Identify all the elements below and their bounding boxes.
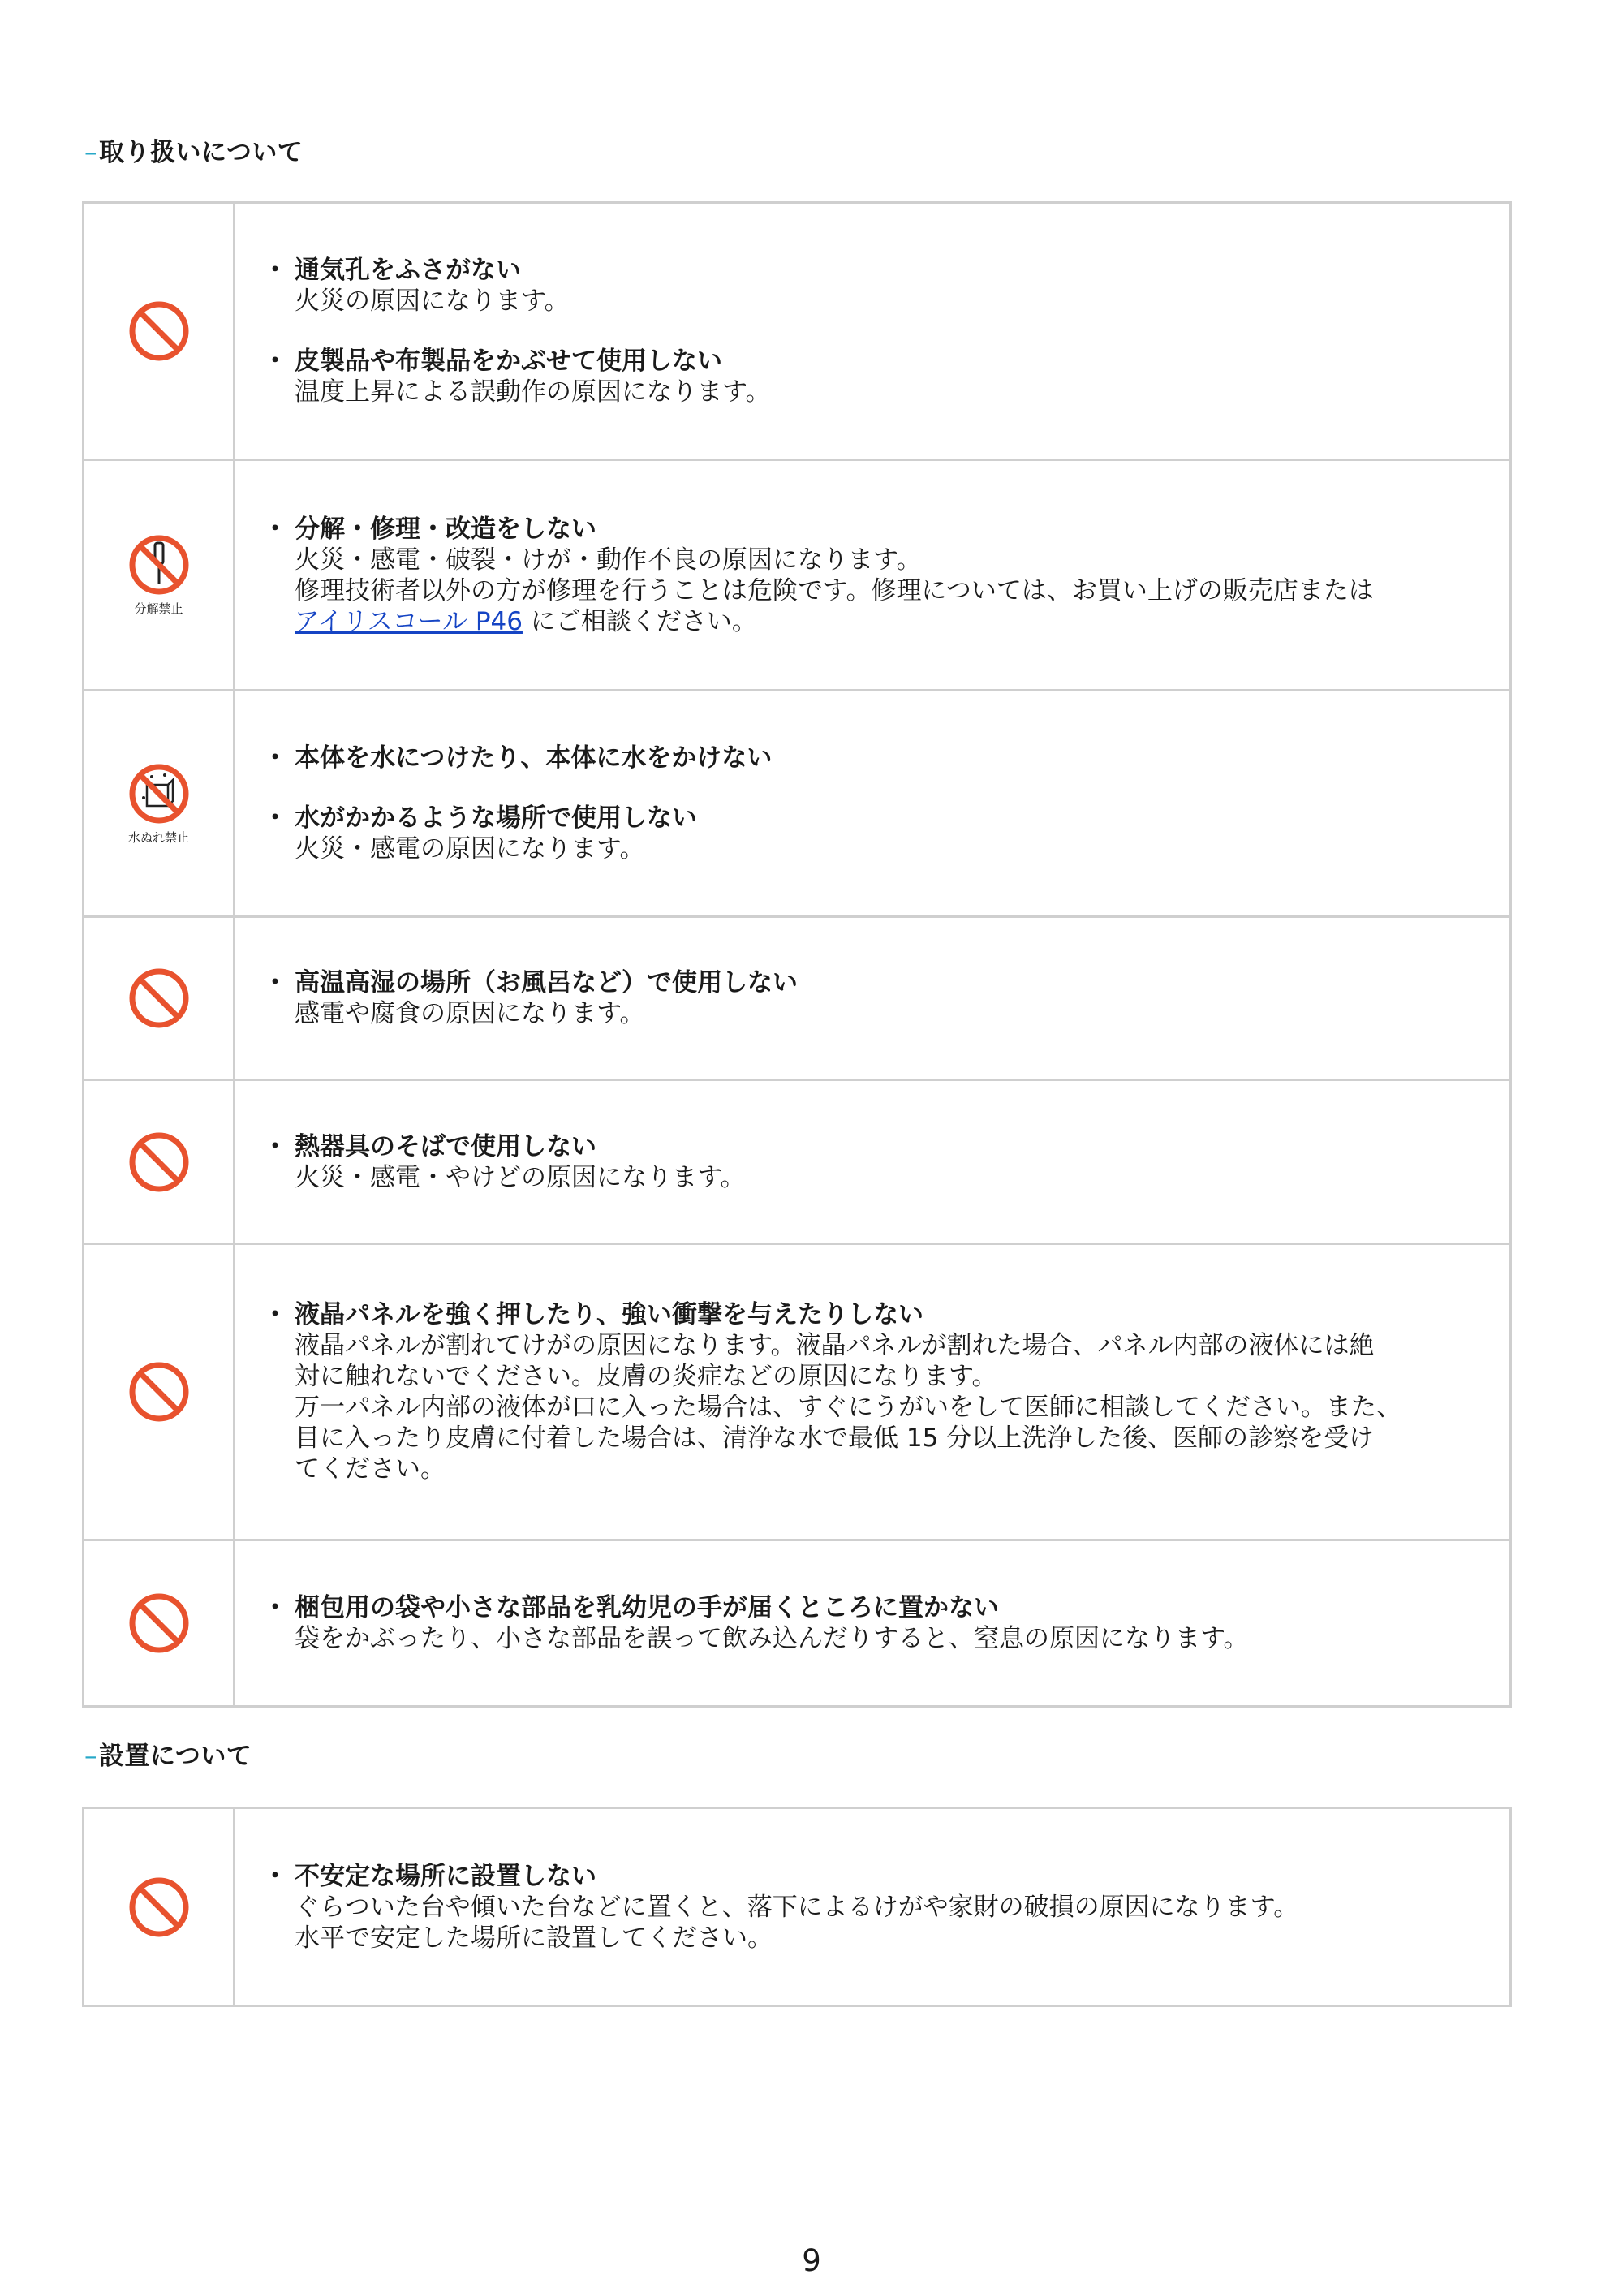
prohibition-icon <box>127 299 191 363</box>
table-row <box>84 461 1509 691</box>
section-title-handling <box>84 136 303 169</box>
bullet: ・ <box>262 1593 288 1622</box>
prohibition-icon <box>127 1131 191 1194</box>
item-desc: 袋をかぶったり、小さな部品を誤って飲み込んだりすると、窒息の原因になります。 <box>295 1624 1249 1653</box>
item-heading: 不安定な場所に設置しない <box>295 1861 596 1891</box>
list-item <box>235 1592 1477 1654</box>
prohibition-icon <box>127 1360 191 1424</box>
item-heading: 皮製品や布製品をかぶせて使用しない <box>295 347 722 376</box>
handling-table <box>82 201 1512 1708</box>
bullet: ・ <box>262 1300 288 1329</box>
icon-cell <box>84 1809 235 2005</box>
section-title-text: 取り扱いについて <box>99 138 304 167</box>
table-row <box>84 204 1509 461</box>
item-desc: ぐらついた台や傾いた台などに置くと、落下によるけがや家財の破損の原因になります。 <box>295 1892 1299 1922</box>
section-dash: – <box>84 1742 97 1771</box>
table-row <box>84 918 1509 1081</box>
item-heading: 液晶パネルを強く押したり、強い衝撃を与えたりしない <box>295 1300 923 1329</box>
table-row <box>84 1081 1509 1245</box>
item-desc: 温度上昇による誤動作の原因になります。 <box>295 377 771 407</box>
list-item <box>235 1861 1477 1954</box>
section-dash: – <box>84 138 97 167</box>
item-desc: てください。 <box>295 1454 446 1484</box>
iris-call-link[interactable]: アイリスコール P46 <box>295 606 523 636</box>
list-item <box>235 255 1477 317</box>
item-desc: 水平で安定した場所に設置してください。 <box>295 1923 773 1953</box>
bullet: ・ <box>262 1131 288 1161</box>
item-heading: 高温高湿の場所（お風呂など）で使用しない <box>295 968 798 997</box>
icon-cell <box>84 461 235 689</box>
section-title-installation <box>84 1740 252 1773</box>
no-wet-icon <box>127 762 191 825</box>
table-row <box>84 1809 1509 2005</box>
item-desc: 火災・感電・やけどの原因になります。 <box>295 1162 746 1192</box>
item-heading: 本体を水につけたり、本体に水をかけない <box>295 743 773 773</box>
item-heading: 通気孔をふさがない <box>295 256 521 285</box>
bullet: ・ <box>262 743 288 773</box>
text-cell <box>235 461 1509 689</box>
installation-table <box>82 1807 1512 2007</box>
text-cell <box>235 204 1509 459</box>
item-heading: 水がかかるような場所で使用しない <box>295 803 697 833</box>
no-disassembly-icon <box>127 533 191 597</box>
item-desc-link-line <box>295 606 1477 637</box>
icon-cell <box>84 1245 235 1539</box>
link-suffix: にご相談ください。 <box>522 606 757 636</box>
icon-caption: 水ぬれ禁止 <box>127 829 189 845</box>
item-desc: 感電や腐食の原因になります。 <box>295 999 645 1028</box>
bullet: ・ <box>262 968 288 997</box>
list-item <box>235 514 1477 637</box>
bullet: ・ <box>262 803 288 833</box>
list-item <box>235 967 1477 1029</box>
item-heading: 分解・修理・改造をしない <box>295 514 596 544</box>
text-cell <box>235 918 1509 1079</box>
list-item <box>235 743 1477 773</box>
table-row <box>84 1541 1509 1705</box>
bullet: ・ <box>262 1861 288 1891</box>
text-cell <box>235 1809 1509 2005</box>
icon-cell <box>84 1541 235 1705</box>
list-item <box>235 1131 1477 1193</box>
table-row <box>84 691 1509 918</box>
prohibition-icon <box>127 1876 191 1939</box>
section-title-text: 設置について <box>99 1742 252 1771</box>
item-desc: 目に入ったり皮膚に付着した場合は、清浄な水で最低 15 分以上洗浄した後、医師の診察を受け <box>295 1424 1375 1453</box>
text-cell <box>235 1081 1509 1243</box>
item-heading: 梱包用の袋や小さな部品を乳幼児の手が届くところに置かない <box>295 1593 999 1622</box>
item-desc: 万一パネル内部の液体が口に入った場合は、すぐにうがいをして医師に相談してください。また、 <box>295 1393 1401 1422</box>
icon-cell <box>84 918 235 1079</box>
list-item <box>235 346 1477 407</box>
item-heading: 熱器具のそばで使用しない <box>295 1131 596 1161</box>
item-desc: 火災の原因になります。 <box>295 286 570 316</box>
icon-cell <box>84 691 235 915</box>
bullet: ・ <box>262 514 288 544</box>
text-cell <box>235 1245 1509 1539</box>
item-desc: 液晶パネルが割れてけがの原因になります。液晶パネルが割れた場合、パネル内部の液体には絶 <box>295 1331 1375 1360</box>
prohibition-icon <box>127 1592 191 1655</box>
bullet: ・ <box>262 256 288 285</box>
table-row <box>84 1245 1509 1541</box>
item-desc: 火災・感電・破裂・けが・動作不良の原因になります。 <box>295 545 922 575</box>
prohibition-icon <box>127 967 191 1030</box>
list-item <box>235 1299 1477 1484</box>
text-cell <box>235 1541 1509 1705</box>
bullet: ・ <box>262 347 288 376</box>
icon-cell <box>84 204 235 459</box>
item-desc: 火災・感電の原因になります。 <box>295 834 645 864</box>
item-desc: 修理技術者以外の方が修理を行うことは危険です。修理については、お買い上げの販売店または <box>295 575 1374 605</box>
icon-cell <box>84 1081 235 1243</box>
item-desc: 対に触れないでください。皮膚の炎症などの原因になります。 <box>295 1362 997 1391</box>
list-item <box>235 803 1477 864</box>
page-number: 9 <box>802 2243 821 2278</box>
text-cell <box>235 691 1509 915</box>
icon-caption: 分解禁止 <box>134 601 183 616</box>
